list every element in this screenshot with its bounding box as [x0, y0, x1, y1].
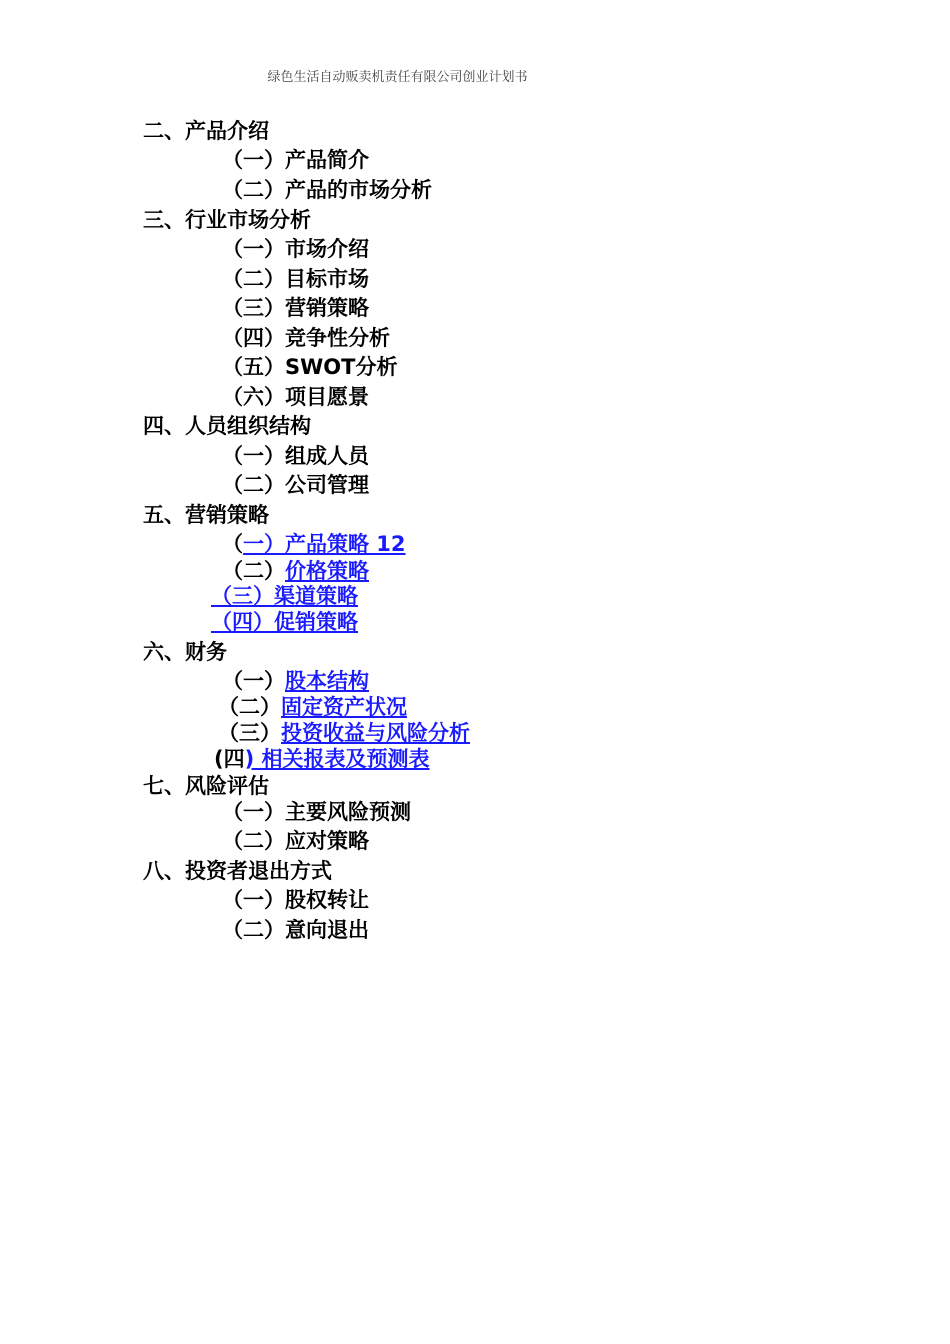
toc-item-prefix: （一）	[222, 669, 285, 693]
toc-section-5: 五、营销策略	[143, 503, 269, 527]
toc-item-6-1	[222, 668, 369, 694]
toc-section-4: 四、人员组织结构	[143, 414, 311, 438]
toc-link-product-strategy[interactable]: 一）产品策略 12	[243, 532, 406, 556]
toc-section-3: 三、行业市场分析	[143, 208, 311, 232]
toc-link-equity-structure[interactable]: 股本结构	[285, 669, 369, 693]
toc-item-7-1: （一）主要风险预测	[222, 800, 411, 824]
toc-item-2-2: （二）产品的市场分析	[222, 178, 432, 202]
toc-link-promotion-strategy[interactable]: （四）促销策略	[211, 610, 358, 634]
toc-item-prefix: (四	[214, 747, 245, 771]
toc-link-fixed-assets[interactable]: 固定资产状况	[281, 695, 407, 719]
toc-item-4-2: （二）公司管理	[222, 473, 369, 497]
toc-item-4-1: （一）组成人员	[222, 444, 369, 468]
toc-link-investment-risk[interactable]: 投资收益与风险分析	[281, 721, 470, 745]
toc-item-2-1: （一）产品简介	[222, 148, 369, 172]
toc-item-6-2	[218, 694, 407, 720]
toc-section-2: 二、产品介绍	[143, 119, 269, 143]
toc-item-7-2: （二）应对策略	[222, 829, 369, 853]
toc-item-3-1: （一）市场介绍	[222, 237, 369, 261]
toc-item-prefix: （三）	[218, 721, 281, 745]
toc-item-3-3: （三）营销策略	[222, 296, 369, 320]
toc-item-5-3	[211, 583, 358, 609]
toc-item-6-3	[218, 720, 470, 746]
toc-item-prefix: （二）	[222, 559, 285, 583]
toc-section-7: 七、风险评估	[143, 774, 269, 798]
toc-item-5-2	[222, 558, 369, 584]
toc-item-prefix: （二）	[218, 695, 281, 719]
toc-item-5-1	[222, 531, 406, 557]
toc-item-3-6: （六）项目愿景	[222, 385, 369, 409]
toc-link-channel-strategy[interactable]: （三）渠道策略	[211, 584, 358, 608]
toc-item-prefix: （	[222, 532, 243, 556]
toc-item-3-5: （五）SWOT分析	[222, 355, 398, 379]
page-header: 绿色生活自动贩卖机责任有限公司创业计划书	[267, 70, 528, 85]
toc-item-5-4	[211, 609, 358, 635]
toc-item-3-2: （二）目标市场	[222, 267, 369, 291]
toc-item-8-1: （一）股权转让	[222, 888, 369, 912]
toc-item-8-2: （二）意向退出	[222, 918, 369, 942]
toc-item-3-4: （四）竞争性分析	[222, 326, 390, 350]
toc-section-6: 六、财务	[143, 640, 227, 664]
toc-section-8: 八、投资者退出方式	[143, 859, 332, 883]
toc-link-price-strategy[interactable]: 价格策略	[285, 559, 369, 583]
toc-link-reports-forecasts[interactable]: ) 相关报表及预测表	[244, 747, 430, 771]
toc-item-6-4	[214, 746, 430, 772]
